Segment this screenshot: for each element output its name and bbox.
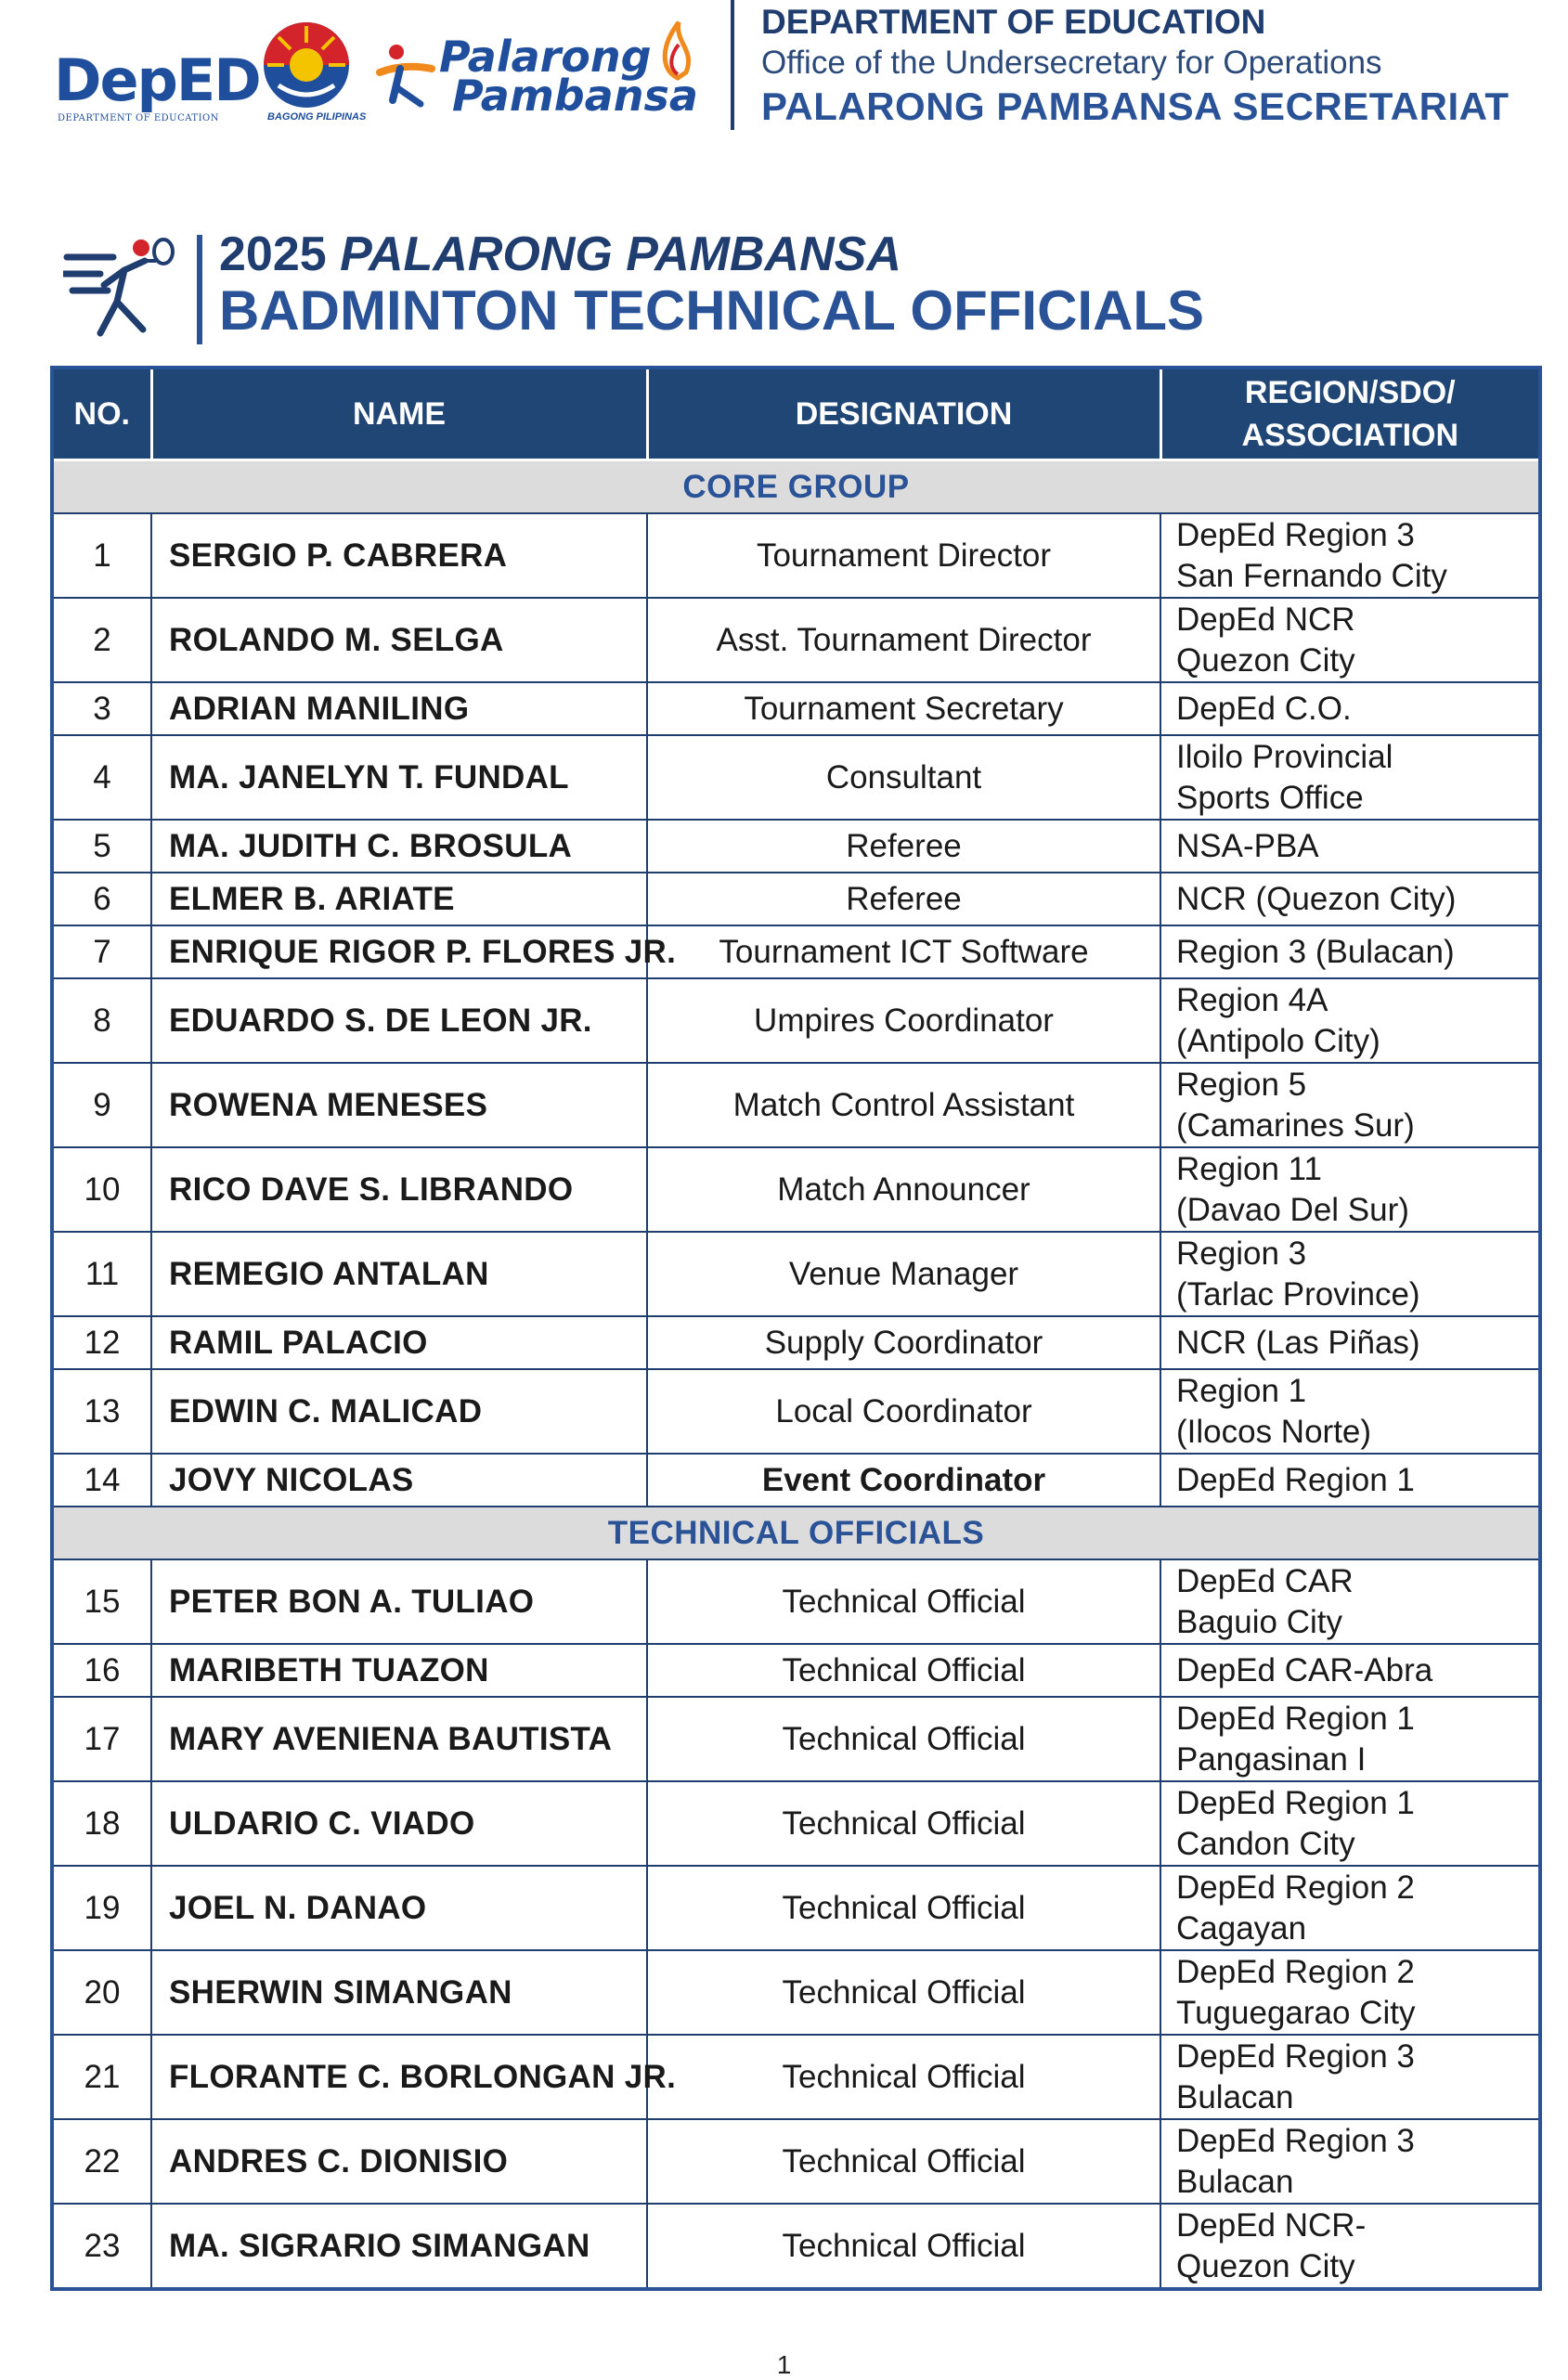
region-line: Region 3 (Bulacan) — [1176, 933, 1455, 970]
header-region — [1160, 368, 1540, 460]
official-name: MA. SIGRARIO SIMANGAN — [151, 2204, 647, 2289]
official-designation: Tournament Director — [647, 513, 1160, 598]
official-designation: Match Control Assistant — [647, 1063, 1160, 1147]
official-region — [1160, 682, 1540, 735]
row-number: 22 — [52, 2119, 151, 2204]
region-line: DepEd Region 1 — [1176, 1784, 1415, 1821]
table-row — [52, 1369, 1540, 1454]
region-line: NSA-PBA — [1176, 827, 1319, 864]
group-label: CORE GROUP — [52, 460, 1540, 514]
table-row — [52, 1866, 1540, 1950]
region-line: Quezon City — [1176, 641, 1355, 679]
header-region-line1: REGION/SDO/ — [1244, 375, 1456, 410]
official-name: RAMIL PALACIO — [151, 1316, 647, 1369]
region-line: Cagayan — [1176, 1909, 1307, 1947]
row-number: 7 — [52, 925, 151, 978]
official-region — [1160, 1232, 1540, 1316]
department-name: DEPARTMENT OF EDUCATION — [761, 3, 1266, 41]
official-designation: Umpires Coordinator — [647, 978, 1160, 1063]
official-region — [1160, 820, 1540, 873]
official-name: MARIBETH TUAZON — [151, 1644, 647, 1697]
title-accent-bar — [197, 235, 202, 344]
region-line: (Camarines Sur) — [1176, 1106, 1415, 1144]
flame-icon — [654, 17, 701, 82]
region-line: Pangasinan I — [1176, 1740, 1367, 1778]
title-year: 2025 — [219, 227, 327, 281]
official-name: ELMER B. ARIATE — [151, 873, 647, 925]
official-designation: Technical Official — [647, 2119, 1160, 2204]
region-line: DepEd NCR- — [1176, 2206, 1367, 2244]
group-label: TECHNICAL OFFICIALS — [52, 1507, 1540, 1559]
official-region — [1160, 598, 1540, 682]
official-name: MARY AVENIENA BAUTISTA — [151, 1697, 647, 1781]
bagong-pilipinas-emblem-icon — [260, 19, 353, 111]
officials-table — [50, 366, 1542, 2291]
region-line: (Antipolo City) — [1176, 1022, 1380, 1059]
table-row — [52, 820, 1540, 873]
region-line: DepEd Region 1 — [1176, 1461, 1415, 1498]
official-region — [1160, 2035, 1540, 2119]
table-row — [52, 1559, 1540, 1644]
region-line: (Tarlac Province) — [1176, 1275, 1420, 1313]
table-row — [52, 1781, 1540, 1866]
row-number: 8 — [52, 978, 151, 1063]
official-region — [1160, 1950, 1540, 2035]
official-designation: Tournament Secretary — [647, 682, 1160, 735]
table-row — [52, 1316, 1540, 1369]
region-line: Quezon City — [1176, 2247, 1355, 2284]
region-line: Bulacan — [1176, 2163, 1294, 2200]
table-row — [52, 598, 1540, 682]
runner-figure-icon — [376, 35, 441, 119]
official-designation: Technical Official — [647, 1559, 1160, 1644]
header-name: NAME — [151, 368, 647, 460]
region-line: NCR (Quezon City) — [1176, 880, 1457, 917]
group-header-row — [52, 460, 1540, 514]
official-designation: Supply Coordinator — [647, 1316, 1160, 1369]
official-region — [1160, 1454, 1540, 1507]
row-number: 14 — [52, 1454, 151, 1507]
row-number: 18 — [52, 1781, 151, 1866]
official-designation: Venue Manager — [647, 1232, 1160, 1316]
official-designation: Technical Official — [647, 1950, 1160, 2035]
official-name: PETER BON A. TULIAO — [151, 1559, 647, 1644]
official-name: ROLANDO M. SELGA — [151, 598, 647, 682]
region-line: Region 11 — [1176, 1150, 1322, 1187]
palarong-pambansa-logo — [376, 17, 710, 128]
palarong-logo-line2: Pambansa — [452, 71, 698, 121]
region-line: DepEd CAR — [1176, 1562, 1354, 1599]
bagong-pilipinas-logo — [260, 19, 367, 130]
official-region — [1160, 1644, 1540, 1697]
table-row — [52, 513, 1540, 598]
region-line: Candon City — [1176, 1825, 1355, 1862]
row-number: 4 — [52, 735, 151, 820]
region-line: San Fernando City — [1176, 557, 1447, 594]
row-number: 20 — [52, 1950, 151, 2035]
region-line: Bulacan — [1176, 2078, 1294, 2115]
office-name: Office of the Undersecretary for Operations — [761, 45, 1382, 81]
official-region — [1160, 978, 1540, 1063]
table-row — [52, 1063, 1540, 1147]
official-region — [1160, 1063, 1540, 1147]
official-designation: Tournament ICT Software — [647, 925, 1160, 978]
official-region — [1160, 1316, 1540, 1369]
official-name: ADRIAN MANILING — [151, 682, 647, 735]
region-line: DepEd Region 2 — [1176, 1869, 1415, 1906]
deped-logo-subtitle: DEPARTMENT OF EDUCATION — [58, 113, 219, 123]
official-name: RICO DAVE S. LIBRANDO — [151, 1147, 647, 1232]
secretariat-name: PALARONG PAMBANSA SECRETARIAT — [761, 84, 1510, 128]
table-row — [52, 1950, 1540, 2035]
official-name: REMEGIO ANTALAN — [151, 1232, 647, 1316]
deped-logo-text: DepED — [54, 46, 260, 114]
region-line: (Ilocos Norte) — [1176, 1413, 1372, 1450]
row-number: 19 — [52, 1866, 151, 1950]
official-designation: Event Coordinator — [647, 1454, 1160, 1507]
header-region-line2: ASSOCIATION — [1241, 418, 1459, 453]
table-row — [52, 978, 1540, 1063]
page-number: 1 — [776, 2350, 792, 2379]
region-line: Region 4A — [1176, 981, 1328, 1018]
row-number: 17 — [52, 1697, 151, 1781]
official-name: ULDARIO C. VIADO — [151, 1781, 647, 1866]
title-event-name: PALARONG PAMBANSA — [340, 227, 901, 281]
header-no: NO. — [52, 368, 151, 460]
table-row — [52, 1644, 1540, 1697]
palarong-logo-line1: Palarong — [439, 32, 652, 82]
table-row — [52, 2119, 1540, 2204]
official-designation: Asst. Tournament Director — [647, 598, 1160, 682]
row-number: 12 — [52, 1316, 151, 1369]
row-number: 1 — [52, 513, 151, 598]
official-designation: Technical Official — [647, 2204, 1160, 2289]
official-designation: Technical Official — [647, 2035, 1160, 2119]
table-row — [52, 1697, 1540, 1781]
table-row — [52, 1232, 1540, 1316]
official-designation: Technical Official — [647, 1781, 1160, 1866]
region-line: Baguio City — [1176, 1603, 1342, 1640]
region-line: (Davao Del Sur) — [1176, 1191, 1409, 1228]
official-designation: Referee — [647, 873, 1160, 925]
official-designation: Technical Official — [647, 1644, 1160, 1697]
official-region — [1160, 513, 1540, 598]
region-line: DepEd Region 3 — [1176, 2122, 1415, 2159]
row-number: 2 — [52, 598, 151, 682]
region-line: Iloilo Provincial — [1176, 738, 1393, 775]
row-number: 23 — [52, 2204, 151, 2289]
official-region — [1160, 1559, 1540, 1644]
table-row — [52, 735, 1540, 820]
officials-table-wrapper — [50, 366, 1538, 2291]
table-row — [52, 925, 1540, 978]
row-number: 10 — [52, 1147, 151, 1232]
official-designation: Consultant — [647, 735, 1160, 820]
official-region — [1160, 1369, 1540, 1454]
official-name: ROWENA MENESES — [151, 1063, 647, 1147]
official-region — [1160, 735, 1540, 820]
official-region — [1160, 873, 1540, 925]
table-row — [52, 682, 1540, 735]
region-line: DepEd Region 2 — [1176, 1953, 1415, 1990]
row-number: 21 — [52, 2035, 151, 2119]
official-name: MA. JUDITH C. BROSULA — [151, 820, 647, 873]
title-subtitle: BADMINTON TECHNICAL OFFICIALS — [219, 279, 1205, 342]
region-line: DepEd Region 3 — [1176, 2037, 1415, 2075]
table-header-row — [52, 368, 1540, 460]
region-line: Tuguegarao City — [1176, 1994, 1416, 2031]
header-divider — [731, 0, 734, 130]
official-name: FLORANTE C. BORLONGAN JR. — [151, 2035, 647, 2119]
row-number: 13 — [52, 1369, 151, 1454]
official-region — [1160, 2119, 1540, 2204]
row-number: 9 — [52, 1063, 151, 1147]
official-designation: Referee — [647, 820, 1160, 873]
official-name: JOEL N. DANAO — [151, 1866, 647, 1950]
region-line: DepEd C.O. — [1176, 690, 1352, 727]
row-number: 3 — [52, 682, 151, 735]
row-number: 6 — [52, 873, 151, 925]
table-row — [52, 1147, 1540, 1232]
official-region — [1160, 1866, 1540, 1950]
row-number: 11 — [52, 1232, 151, 1316]
document-header — [0, 0, 1568, 139]
region-line: Region 5 — [1176, 1066, 1307, 1103]
official-name: EDUARDO S. DE LEON JR. — [151, 978, 647, 1063]
official-region — [1160, 1147, 1540, 1232]
region-line: DepEd Region 1 — [1176, 1700, 1415, 1737]
official-name: EDWIN C. MALICAD — [151, 1369, 647, 1454]
table-row — [52, 2204, 1540, 2289]
department-block — [761, 2, 1510, 130]
official-name: ANDRES C. DIONISIO — [151, 2119, 647, 2204]
official-region — [1160, 1697, 1540, 1781]
badminton-player-icon — [63, 237, 176, 341]
table-row — [52, 2035, 1540, 2119]
official-region — [1160, 2204, 1540, 2289]
table-row — [52, 873, 1540, 925]
region-line: NCR (Las Piñas) — [1176, 1324, 1420, 1361]
row-number: 15 — [52, 1559, 151, 1644]
official-name: SERGIO P. CABRERA — [151, 513, 647, 598]
bagong-pilipinas-text: BAGONG PILIPINAS — [267, 111, 367, 123]
official-designation: Technical Official — [647, 1697, 1160, 1781]
official-name: SHERWIN SIMANGAN — [151, 1950, 647, 2035]
row-number: 5 — [52, 820, 151, 873]
region-line: Region 1 — [1176, 1372, 1307, 1409]
region-line: Sports Office — [1176, 779, 1364, 816]
official-designation: Technical Official — [647, 1866, 1160, 1950]
official-name: ENRIQUE RIGOR P. FLORES JR. — [151, 925, 647, 978]
region-line: DepEd NCR — [1176, 601, 1355, 638]
title-event — [219, 226, 901, 282]
region-line: Region 3 — [1176, 1235, 1307, 1272]
official-name: MA. JANELYN T. FUNDAL — [151, 735, 647, 820]
official-designation: Local Coordinator — [647, 1369, 1160, 1454]
official-region — [1160, 925, 1540, 978]
region-line: DepEd CAR-Abra — [1176, 1651, 1433, 1688]
row-number: 16 — [52, 1644, 151, 1697]
official-region — [1160, 1781, 1540, 1866]
group-header-row — [52, 1507, 1540, 1559]
table-row — [52, 1454, 1540, 1507]
table-body — [52, 460, 1540, 2290]
header-designation: DESIGNATION — [647, 368, 1160, 460]
official-designation: Match Announcer — [647, 1147, 1160, 1232]
region-line: DepEd Region 3 — [1176, 516, 1415, 553]
deped-logo — [54, 26, 260, 128]
official-name: JOVY NICOLAS — [151, 1454, 647, 1507]
